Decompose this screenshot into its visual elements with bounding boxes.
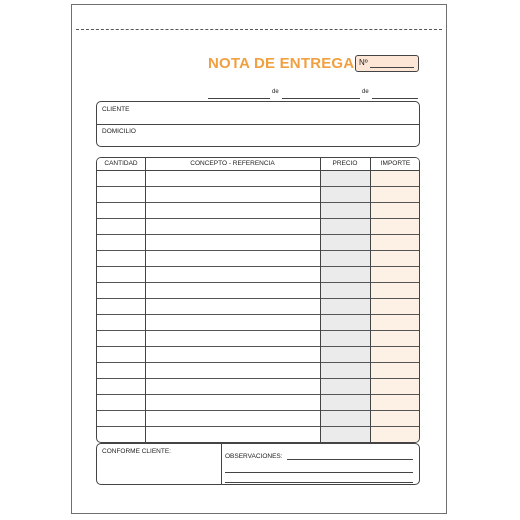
items-table <box>96 157 420 443</box>
conforme-label: CONFORME CLIENTE: <box>102 448 171 455</box>
observaciones-line[interactable] <box>287 454 413 460</box>
address-label: DOMICILIO <box>102 128 136 135</box>
col-header-cantidad: CANTIDAD <box>104 160 138 167</box>
date-year-line[interactable] <box>372 89 418 99</box>
perforation-line <box>76 29 442 30</box>
column-divider <box>320 158 321 442</box>
number-label: Nº <box>359 58 368 67</box>
form-title: NOTA DE ENTREGA <box>208 55 355 72</box>
col-header-concepto: CONCEPTO - REFERENCIA <box>190 160 275 167</box>
date-month-line[interactable] <box>282 89 360 99</box>
client-label: CLIENTE <box>102 106 130 113</box>
column-divider <box>145 158 146 442</box>
footer-box <box>96 443 420 485</box>
observaciones-line[interactable] <box>225 467 413 473</box>
col-header-precio: PRECIO <box>332 160 358 167</box>
observaciones-label: OBSERVACIONES: <box>225 453 283 460</box>
date-connector-2: de <box>362 89 369 95</box>
delivery-note-sheet <box>71 4 447 514</box>
number-line <box>370 67 414 68</box>
observaciones-line[interactable] <box>225 478 413 483</box>
footer-divider <box>221 444 222 484</box>
importe-column-fill <box>370 158 420 442</box>
number-field[interactable] <box>355 55 419 72</box>
precio-column-fill <box>320 158 370 442</box>
client-box <box>96 101 420 147</box>
column-divider <box>370 158 371 442</box>
col-header-importe: IMPORTE <box>380 160 411 167</box>
client-divider <box>97 124 419 125</box>
date-day-line[interactable] <box>208 89 270 99</box>
date-connector-1: de <box>272 89 279 95</box>
